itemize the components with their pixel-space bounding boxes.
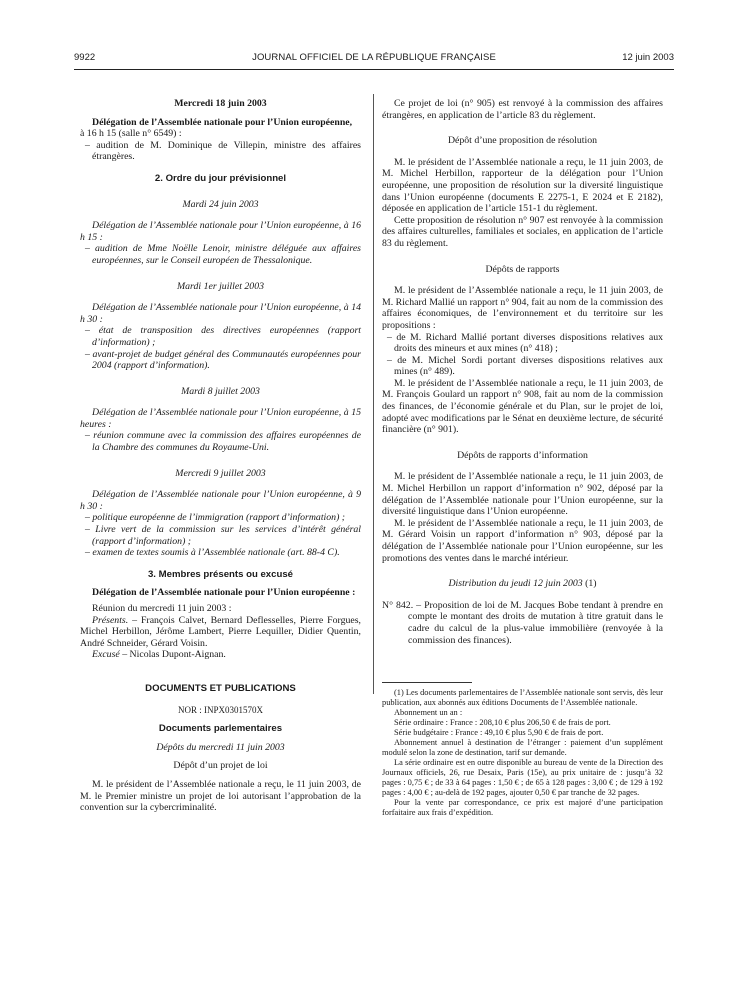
presents-paragraph	[80, 615, 361, 650]
footnote-vente-correspondance: Pour la vente par correspondance, ce prix est majoré d’une participation forfaitaire aux frais d’expédition.	[382, 798, 663, 818]
day4-item-1: – réunion commune avec la commission des affaires européennes de la Chambre des communes du Royaume-Uni.	[85, 430, 361, 454]
excuse-name: – Nicolas Dupont-Aignan.	[119, 649, 226, 661]
rapports-title: Dépôts de rapports	[485, 263, 560, 275]
info-title: Dépôts de rapports d’information	[457, 449, 588, 461]
meeting-line: Réunion du mercredi 11 juin 2003 :	[92, 603, 232, 614]
day1-item-1: – audition de M. Dominique de Villepin, ministre des affaires étrangères.	[85, 139, 361, 163]
excuse-label: Excusé	[92, 649, 120, 661]
footnote-abonnement: Abonnement un an :	[394, 708, 463, 718]
journal-title: JOURNAL OFFICIEL DE LA RÉPUBLIQUE FRANÇAISE	[252, 52, 496, 63]
distribution-note: (1)	[582, 578, 597, 590]
day5-heading: Mercredi 9 juillet 2003	[175, 467, 266, 479]
resolution-paragraph-2: Cette proposition de résolution n° 907 est renvoyée à la commission des affaires culturelles, familiales et sociales, en application de l’article 83 du règlement.	[382, 214, 663, 249]
day4-delegation: Délégation de l’Assemblée nationale pour l’Union européenne, à 15 heures :	[80, 407, 361, 430]
day5-item-1: – politique européenne de l’immigration (rapport d’information) ;	[85, 512, 346, 524]
info-paragraph-2: M. le président de l’Assemblée nationale a reçu, le 11 juin 2003, de M. Gérard Voisin un rapport d’information n° 903, déposé par la délégation de l’Assemblée nationale pour l’Union européenne, sur les promotions des ventes dans le marché intérieur.	[382, 517, 663, 564]
page-header	[74, 52, 674, 66]
resolution-title: Dépôt d’une proposition de résolution	[447, 135, 598, 147]
distribution-heading	[382, 578, 663, 590]
rapports-item-2: – de M. Michel Sordi portant diverses dispositions relatives aux mines (n° 489).	[387, 354, 663, 378]
page-number: 9922	[74, 52, 96, 63]
day3-item-2: – avant-projet de budget général des Communautés européennes pour 2004 (rapport d’information).	[85, 348, 361, 372]
resolution-paragraph-1: M. le président de l’Assemblée nationale a reçu, le 11 juin 2003, de M. Michel Herbillon, rapporteur de la délégation pour l’Union européenne, une proposition de résolution sur la diversité linguistique dans l’Union européenne (documents E 2275-1, E 2024 et E 2182), déposée en application de l’article 151-1 du règlement.	[382, 156, 663, 215]
projet-renvoi: Ce projet de loi (n° 905) est renvoyé à la commission des affaires étrangères, en application de l’article 83 du règlement.	[382, 98, 663, 121]
day2-item-1: – audition de Mme Noëlle Lenoir, ministre déléguée aux affaires européennes, sur le Conseil européen de Thessalonique.	[85, 243, 361, 266]
day1-delegation: Délégation de l’Assemblée nationale pour l’Union européenne,	[92, 116, 353, 128]
day4-heading: Mardi 8 juillet 2003	[181, 385, 260, 397]
section-2-title: 2. Ordre du jour prévisionnel	[154, 172, 287, 184]
day2-heading: Mardi 24 juin 2003	[182, 198, 259, 210]
rapports-paragraph-2: M. le président de l’Assemblée nationale a reçu, le 11 juin 2003, de M. François Goulard un rapport n° 908, fait au nom de la commission des finances, de l’économie générale et du Plan, sur le projet de loi, adopté avec modifications par le Sénat en deuxième lecture, de sécurité financière (n° 901).	[382, 377, 663, 436]
right-column	[382, 98, 663, 818]
section-3-title: 3. Membres présents ou excusé	[147, 568, 294, 580]
footnote-serie-ordinaire: Série ordinaire : France : 208,10 € plus 206,50 € de frais de port.	[394, 718, 611, 728]
day5-delegation: Délégation de l’Assemblée nationale pour l’Union européenne, à 9 h 30 :	[80, 489, 361, 512]
footnote-serie-budgetaire: Série budgétaire : France : 49,10 € plus 5,90 € de frais de port.	[394, 728, 604, 738]
day1-time: à 16 h 15 (salle n° 6549) :	[80, 128, 182, 140]
issue-date: 12 juin 2003	[622, 52, 674, 63]
day2-delegation: Délégation de l’Assemblée nationale pour l’Union européenne, à 16 h 15 :	[80, 220, 361, 243]
day3-heading: Mardi 1er juillet 2003	[177, 280, 264, 292]
day3-delegation: Délégation de l’Assemblée nationale pour l’Union européenne, à 14 h 30 :	[80, 302, 361, 325]
section-3-delegation: Délégation de l’Assemblée nationale pour l’Union européenne :	[92, 587, 356, 599]
header-rule	[74, 69, 674, 70]
day3-item-1: – état de transposition des directives européennes (rapport d’information) ;	[85, 325, 361, 348]
distribution-title: Distribution du jeudi 12 juin 2003	[448, 578, 583, 590]
rapports-paragraph-1: M. le président de l’Assemblée nationale a reçu, le 11 juin 2003, de M. Richard Mallié un rapport n° 904, fait au nom de la commission des affaires économiques, de l’environnement et du territoire sur les propositions :	[382, 285, 663, 331]
depot-projet-title: Dépôt d’un projet de loi	[173, 760, 268, 772]
left-column	[80, 98, 361, 814]
documents-parlementaires-title: Documents parlementaires	[158, 723, 283, 735]
day5-item-2: – Livre vert de la commission sur les services d’intérêt général (rapport d’information) ;	[85, 524, 361, 547]
column-divider	[373, 94, 374, 694]
rapports-item-1: – de M. Richard Mallié portant diverses dispositions relatives aux droits des mineurs et aux mines (n° 418) ;	[387, 331, 663, 355]
info-paragraph-1: M. le président de l’Assemblée nationale a reçu, le 11 juin 2003, de M. Michel Herbillon un rapport d’information n° 902, déposé par la délégation de l’Assemblée nationale pour l’Union européenne, sur la diversité linguistique dans l’Union européenne.	[382, 471, 663, 518]
footnote-rule	[382, 682, 472, 683]
presents-label: Présents.	[92, 614, 129, 626]
footnote-etranger: Abonnement annuel à destination de l’étranger : paiement d’un supplément modulé selon la zone de destination, tarif sur demande.	[382, 738, 663, 758]
depots-date: Dépôts du mercredi 11 juin 2003	[156, 741, 285, 753]
documents-title: DOCUMENTS ET PUBLICATIONS	[145, 682, 296, 694]
day5-item-3: – examen de textes soumis à l’Assemblée nationale (art. 88-4 C).	[85, 547, 340, 559]
day1-heading: Mercredi 18 juin 2003	[174, 98, 267, 109]
excuse-paragraph	[80, 649, 361, 661]
footnote-vente-bureau: La série ordinaire est en outre disponible au bureau de vente de la Direction des Journaux officiels, 26, rue Desaix, Paris (15e), au prix unitaire de : jusqu’à 32 pages : 0,75 € ; de 33 à 64 pages : 1,50 € ; de 65 à 128 pages : 3,00 € ; de 129 à 192 pages : 4,00 € ; au-delà de 192 pages, ajouter 0,50 € par tranche de 32 pages.	[382, 758, 663, 798]
depot-projet-text: M. le président de l’Assemblée nationale a reçu, le 11 juin 2003, de M. le Premier ministre un projet de loi autorisant l’approbation de la convention sur la cybercriminalité.	[80, 778, 361, 814]
footnote-paragraph-1: (1) Les documents parlementaires de l’Assemblée nationale sont servis, dès leur publication, aux abonnés aux éditions Documents de l’Assemblée nationale.	[382, 688, 663, 708]
item-842: N° 842. – Proposition de loi de M. Jacques Bobe tendant à prendre en compte le montant des droits de mutation à titre gratuit dans le cadre du calcul de la plus-value immobilière (renvoyée à la commission des finances).	[382, 599, 663, 646]
presents-names: – François Calvet, Bernard Deflesselles, Pierre Forgues, Michel Herbillon, Jérôme Lambert, Pierre Lequiller, Didier Quentin, André Schneider, Gérard Voisin.	[80, 614, 361, 649]
nor-line: NOR : INPX0301570X	[177, 704, 263, 715]
